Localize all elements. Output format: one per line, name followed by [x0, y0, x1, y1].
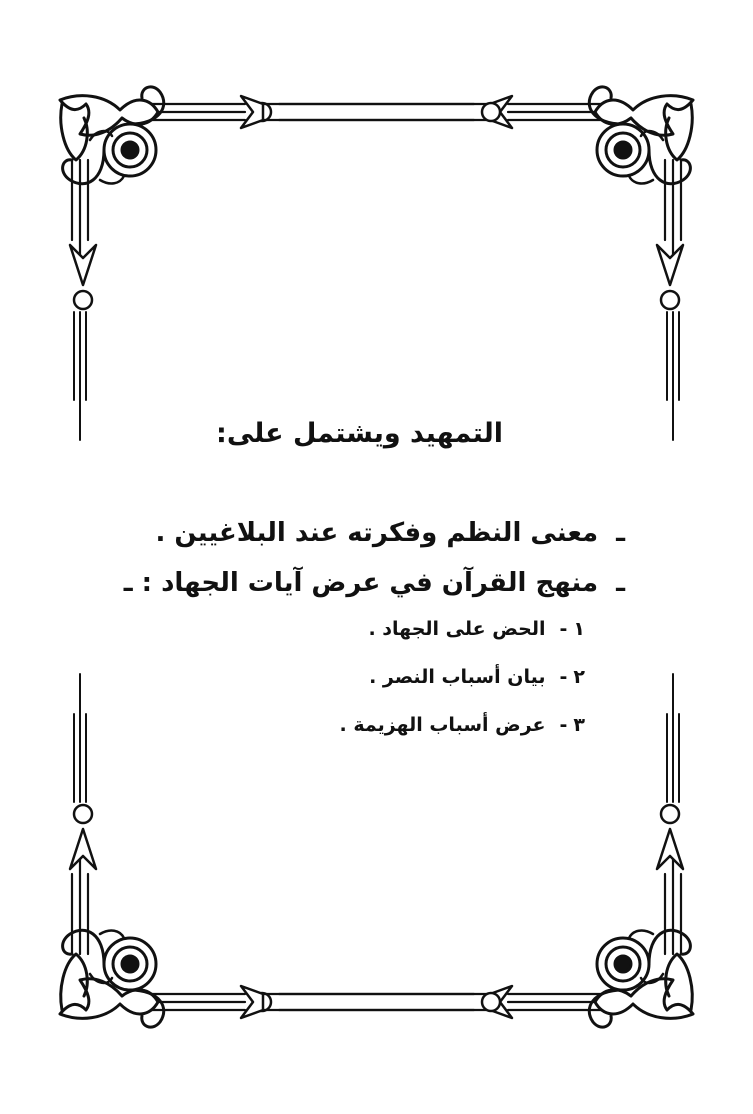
sub-item-text: الحض على الجهاد .	[368, 618, 546, 640]
main-item-text: معنى النظم وفكرته عند البلاغيين .	[155, 518, 599, 548]
sub-item-separator: -	[559, 714, 568, 736]
sub-item-separator: -	[559, 618, 568, 640]
sub-item-text: عرض أسباب الهزيمة .	[339, 714, 546, 736]
sub-item	[368, 618, 585, 640]
main-item-text: منهج القرآن في عرض آيات الجهاد : ـ	[123, 568, 599, 598]
sub-item	[369, 666, 585, 688]
main-item	[124, 568, 625, 598]
main-item-dash: ـ	[616, 518, 625, 548]
section-heading: التمهيد ويشتمل على:	[216, 418, 503, 449]
main-item-dash: ـ	[616, 568, 625, 598]
main-item	[155, 518, 625, 548]
sub-item-number: ١	[573, 618, 585, 640]
sub-item-number: ٣	[573, 714, 585, 736]
sub-item	[339, 714, 585, 736]
corner-ornament-top-left	[60, 87, 512, 440]
corner-ornament-top-right	[241, 87, 693, 440]
sub-item-separator: -	[559, 666, 568, 688]
sub-item-number: ٢	[573, 666, 585, 688]
sub-item-text: بيان أسباب النصر .	[369, 666, 546, 688]
